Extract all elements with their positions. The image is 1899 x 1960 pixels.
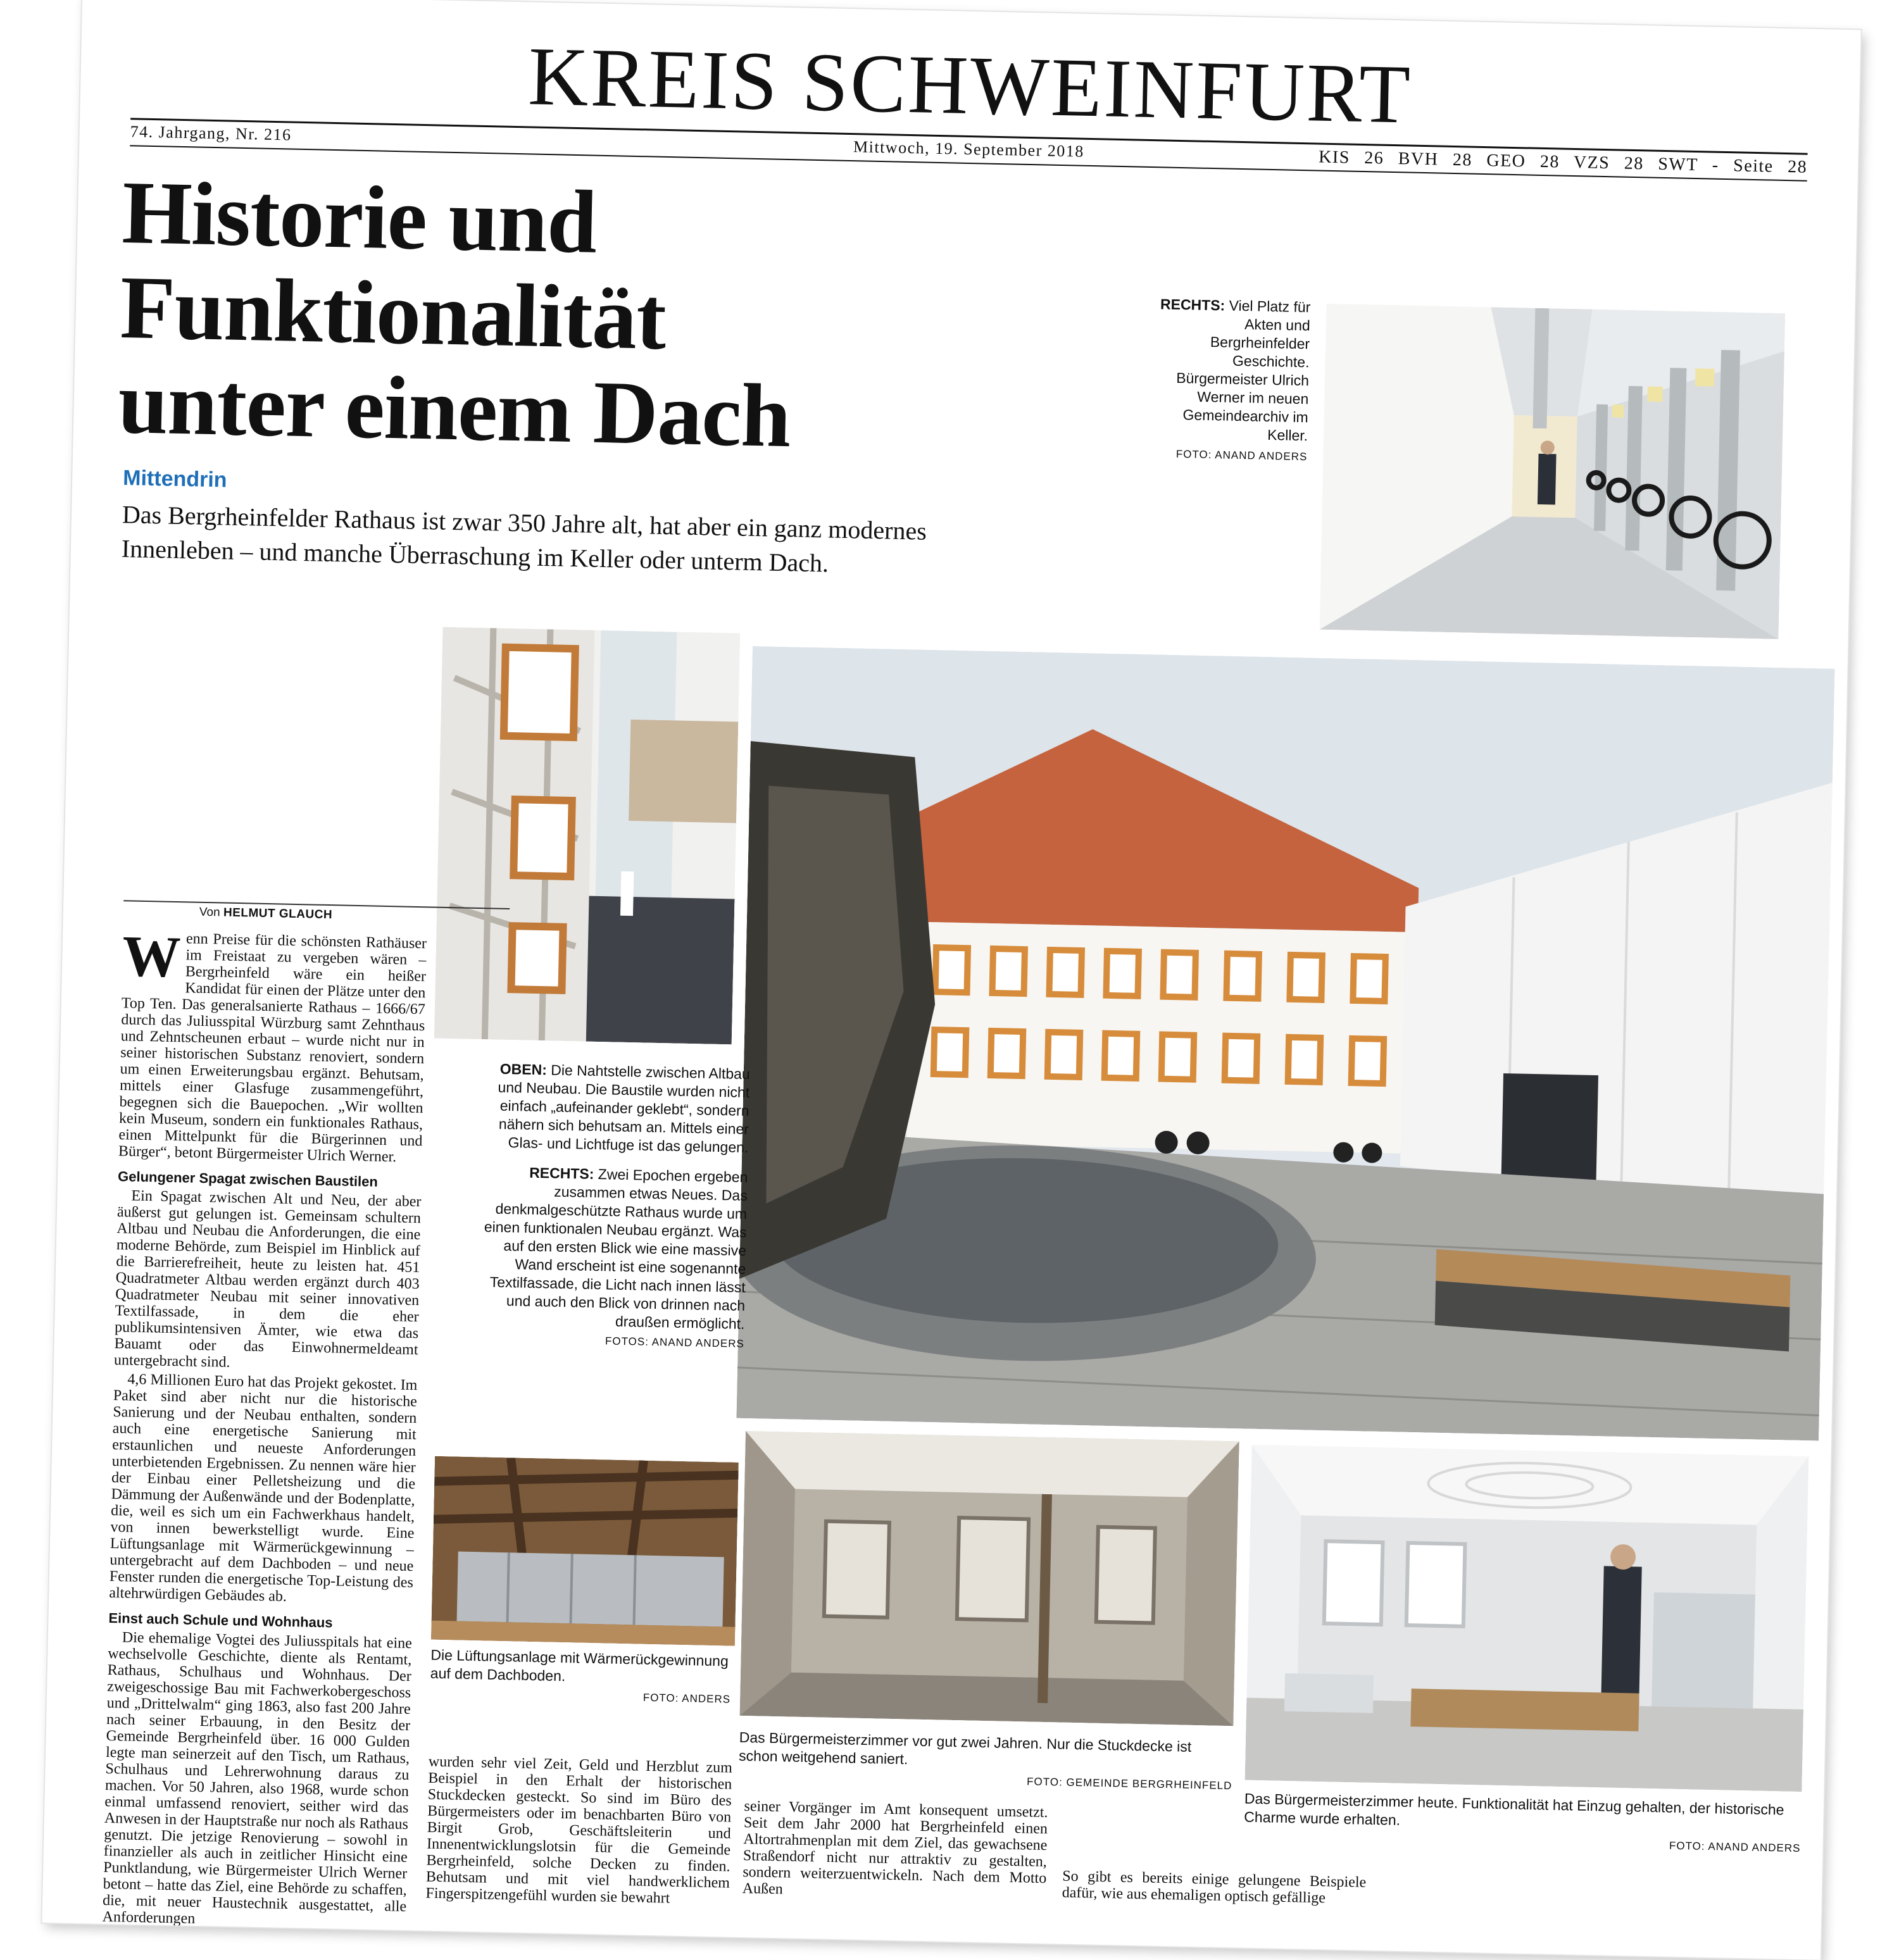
- newspaper-page: [42, 0, 1860, 1960]
- caption-oben-text: Die Nahtstelle zwischen Altbau und Neubau. Die Baustile wurden nicht einfach „aufeinander geklebt“, sondern nähern sich behutsam an. Mittels einer Glas- und Lichtfuge ist das gelungen.: [498, 1061, 751, 1156]
- caption-archive: [1149, 295, 1310, 466]
- headline-line-2: Funktionalität: [119, 256, 667, 368]
- article-paragraph: 4,6 Millionen Euro hat das Projekt gekostet. Im Paket sind aber nicht nur die historische Sanierung und der Neubau enthalten, sondern auch eine energetische Sanierung mit erstaunlichen und neueste Anforderungen unterbietenden Ergebnissen. Zu nennen wäre hier der Einbau einer Pelletsheizung und die Dämmung der Außenwände und der Bodenplatte, die, weil es sich um ein Fachwerkhaus handelt, von innen bewerkstelligt wurde. Eine Lüftungsanlage mit Wärmerückgewinnung – untergebracht auf dem Dachboden – und neue Fenster runden die energetische Top-Leistung des altehrwürdigen Gebäudes ab.: [109, 1371, 418, 1605]
- courtyard-image: [736, 646, 1834, 1441]
- caption-archive-text: Viel Platz für Akten und Bergrheinfelder Geschichte. Bürgermeister Ulrich Werner im neuen Gemeindearchiv im Keller.: [1176, 297, 1311, 444]
- photo-glass-joint: [434, 627, 741, 1045]
- caption-ventilation-credit: FOTO: ANDERS: [642, 1691, 731, 1706]
- headline-line-3: unter einem Dach: [117, 351, 792, 466]
- photo-office-today: [1245, 1445, 1809, 1792]
- teaser: Das Bergrheinfelder Rathaus ist zwar 350 Jahre alt, hat aber ein ganz modernes Innenleben – und manche Überraschung im Keller oder unterm Dach.: [121, 500, 927, 578]
- kicker: Mittendrin: [122, 466, 227, 492]
- caption-rechts-courtyard-label: RECHTS:: [529, 1164, 594, 1182]
- article-subheading: Gelungener Spagat zwischen Baustilen: [117, 1168, 379, 1190]
- ventilation-image: [431, 1456, 739, 1646]
- article-paragraph: Die ehemalige Vogtei des Juliusspitals hat eine wechselvolle Geschichte, diente als Rentamt, Rathaus, Schulhaus und Wohnhaus. Der zweigeschossige Bau mit Fachwerkobergeschoss und „Drittelwalm“ ging 1863, also fast 200 Jahre nach seiner Erbauung, in den Besitz der Gemeinde Bergrheinfeld über. 16 000 Gulden legte man seinerzeit auf den Tisch, um Rathaus, Schulhaus und Lehrerwohnung daraus zu machen. Vor 50 Jahren, also 1968, wurde schon einmal umfassend renoviert, seither wird das Anwesen in der Hauptstraße nur noch als Rathaus genutzt. Die jetzige Renovierung – sowohl in finanzieller als auch in zeitlicher Hinsicht eine Punktlandung, wie Bürgermeister Ulrich Werner betont – hatte das Ziel, eine Behörde zu schaffen, die, mit neuer Haustechnik ausgestattet, alle Anforderungen: [102, 1629, 413, 1927]
- archive-corridor-image: [1320, 304, 1786, 639]
- article-paragraph: wurden sehr viel Zeit, Geld und Herzblut zum Beispiel in den Erhalt der historischen Stuckdecken gesteckt. So sind im Büro des Bürgermeisters oder im benachbarten Büro von Birgit Grob, Geschäftsleiterin und Innenentwicklungslotsin für die Gemeinde Bergrheinfeld, solche Decken zu finden. Behutsam und mit viel handwerklichem Fingerspitzengefühl wurden sie bewahrt: [425, 1753, 733, 1907]
- caption-oben-label: OBEN:: [499, 1060, 548, 1078]
- caption-archive-label: RECHTS:: [1160, 296, 1225, 314]
- masthead: KREIS SCHWEINFURT: [527, 29, 1413, 141]
- photo-archive-corridor: [1320, 304, 1786, 639]
- caption-rechts-courtyard: [479, 1163, 748, 1353]
- glass-joint-image: [434, 627, 741, 1045]
- caption-archive-credit: FOTO: ANAND ANDERS: [1175, 447, 1308, 463]
- office-before-image: [740, 1431, 1239, 1726]
- article-subheading: Einst auch Schule und Wohnhaus: [108, 1610, 333, 1631]
- photo-ventilation: [431, 1456, 739, 1646]
- caption-rechts-courtyard-text: Zwei Epochen ergeben zusammen etwas Neues. Das denkmalgeschützte Rathaus wurde um einen funktionalen Neubau ergänzt. Was auf den ersten Blick wie eine massive Wand erscheint ist eine sogenannte Textilfassade, die Licht nach innen lässt und auch den Blick von drinnen nach draußen ermöglicht.: [484, 1166, 748, 1332]
- issue-number: 74. Jahrgang, Nr. 216: [130, 122, 292, 144]
- article-column-4: [1062, 1868, 1367, 1907]
- caption-office-before: [738, 1728, 1233, 1795]
- article-paragraph: Wenn Preise für die schönsten Rathäuser im Freistaat zu vergeben wären – Bergrheinfeld wäre ein heißer Kandidat für einen der Plätze unter den Top Ten. Das generalsanierte Rathaus – 1666/67 durch das Juliusspital Würzburg samt Zehnthaus und Zehntscheunen erbaut – wurde nicht nur in seiner historischen Substanz renoviert, sondern um einen Erweiterungsbau ergänzt. Behutsam, mittels einer Glasfuge zusammengeführt, begegnen sich die Bauepochen. „Wir wollten kein Museum, sondern ein funktionales Rathaus, einen Mittelpunkt für die Bürgerinnen und Bürger“, betont Bürgermeister Ulrich Werner.: [118, 923, 427, 1166]
- issue-date: Mittwoch, 19. September 2018: [853, 137, 1085, 161]
- caption-office-before-credit: FOTO: GEMEINDE BERGRHEINFELD: [1026, 1775, 1232, 1792]
- photo-office-before: [740, 1431, 1239, 1726]
- caption-ventilation-text: Die Lüftungsanlage mit Wärmerückgewinnung auf dem Dachboden.: [430, 1646, 729, 1685]
- article-paragraph: So gibt es bereits einige gelungene Beispiele dafür, wie aus ehemaligen optisch gefällige: [1062, 1868, 1367, 1907]
- caption-glass-and-courtyard: [478, 1059, 750, 1364]
- article-body: [102, 923, 427, 1934]
- byline-author: HELMUT GLAUCH: [223, 906, 333, 922]
- office-today-image: [1245, 1445, 1809, 1792]
- caption-ventilation: [430, 1646, 732, 1709]
- headline-line-1: Historie und: [121, 161, 598, 272]
- caption-office-today: [1243, 1790, 1802, 1857]
- caption-office-today-credit: FOTO: ANAND ANDERS: [1669, 1839, 1801, 1855]
- article-paragraph: seiner Vorgänger im Amt konsequent umsetzt. Seit dem Jahr 2000 hat Bergrheinfeld einen Altortrahmenplan mit dem Ziel, das gewachsene Straßendorf nicht nur attraktiv zu gestalten, sondern weiterzuentwickeln. Nach dem Motto Außen: [742, 1798, 1048, 1898]
- article-column-2: [425, 1754, 732, 1908]
- article-column-3: [743, 1798, 1048, 1903]
- headline: [117, 161, 1047, 468]
- caption-office-before-text: Das Bürgermeisterzimmer vor gut zwei Jahren. Nur die Stuckdecke ist schon weitgehend saniert.: [738, 1728, 1192, 1768]
- byline-prefix: Von: [199, 905, 220, 920]
- caption-rechts-courtyard-credit: FOTOS: ANAND ANDERS: [605, 1335, 745, 1350]
- photo-courtyard: [736, 646, 1834, 1441]
- caption-oben: [482, 1059, 750, 1157]
- caption-office-today-text: Das Bürgermeisterzimmer heute. Funktionalität hat Einzug gehalten, der historische Charme wurde erhalten.: [1244, 1790, 1784, 1828]
- article-paragraph: Ein Spagat zwischen Alt und Neu, der aber äußerst gut gelungen ist. Gemeinsam schultern Altbau und Neubau die Anforderungen, die eine moderne Behörde, zum Beispiel im Hinblick auf die Barrierefreiheit, heute zu leisten hat. 451 Quadratmeter Altbau werden ergänzt durch 403 Quadratmeter Neubau mit seiner innovativen Textilfassade, in dem die eher publikumsintensiven Ämter, wie etwa das Bauamt oder das Einwohnermeldeamt untergebracht sind.: [113, 1187, 422, 1371]
- page-reference: KIS 26 BVH 28 GEO 28 VZS 28 SWT - Seite 28: [1318, 147, 1808, 177]
